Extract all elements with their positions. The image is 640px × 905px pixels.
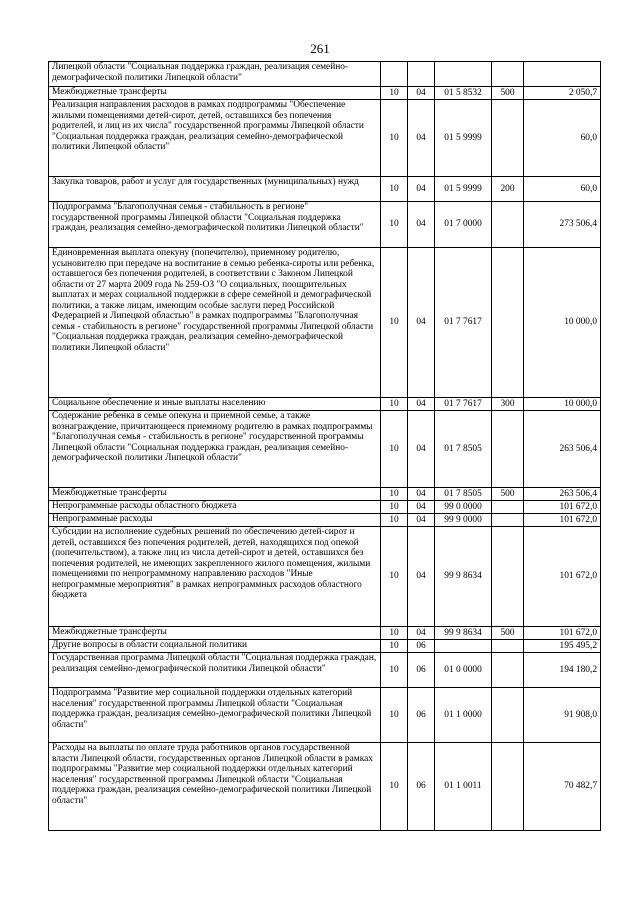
row-subsection: 04 — [408, 248, 435, 398]
row-amount: 70 482,7 — [524, 743, 601, 831]
table-row — [49, 688, 601, 743]
row-target-code: 01 5 8532 — [435, 87, 492, 100]
table-row — [49, 743, 601, 831]
row-subsection: 04 — [408, 514, 435, 527]
row-expense-type — [492, 514, 524, 527]
row-amount: 10 000,0 — [524, 398, 601, 411]
row-expense-type — [492, 688, 524, 743]
row-name: Субсидии на исполнение судебных решений по обеспечению детей-сирот и детей, оставшихся без попечения родителей, детей, находящихся под опекой (попечительством), а также лиц из числа детей-сирот и детей, оставшихся без попечения родителей, не имеющих закрепленного жилого помещения, жилыми помещениями по непрограммному направлению расходов "Иные непрограммные мероприятия" в рамках непрограммных расходов областного бюджета — [49, 527, 381, 627]
table-row — [49, 653, 601, 688]
row-subsection: 04 — [408, 87, 435, 100]
row-name: Непрограммные расходы областного бюджета — [49, 501, 381, 514]
row-subsection: 04 — [408, 202, 435, 248]
row-target-code: 99 9 8634 — [435, 527, 492, 627]
row-name: Другие вопросы в области социальной политики — [49, 640, 381, 653]
row-subsection: 04 — [408, 177, 435, 202]
row-amount: 273 506,4 — [524, 202, 601, 248]
row-name: Липецкой области "Социальная поддержка граждан, реализация семейно-демографической политики Липецкой области" — [49, 62, 381, 87]
row-section: 10 — [381, 627, 408, 640]
row-section: 10 — [381, 87, 408, 100]
row-target-code: 01 1 0011 — [435, 743, 492, 831]
row-name: Межбюджетные трансферты — [49, 627, 381, 640]
row-expense-type: 200 — [492, 177, 524, 202]
row-amount: 101 672,0 — [524, 514, 601, 527]
row-subsection — [408, 62, 435, 87]
row-expense-type — [492, 202, 524, 248]
row-name: Содержание ребенка в семье опекуна и приемной семье, а также вознаграждение, причитающееся приемному родителю в рамках подпрограммы "Благополучная семья - стабильность в регионе" государственной программы Липецкой области "Социальная поддержка граждан, реализация семейно-демографической политики Липецкой области" — [49, 411, 381, 488]
row-name: Непрограммные расходы — [49, 514, 381, 527]
row-subsection: 04 — [408, 501, 435, 514]
row-expense-type: 500 — [492, 87, 524, 100]
row-amount: 101 672,0 — [524, 627, 601, 640]
row-subsection: 04 — [408, 100, 435, 177]
row-section: 10 — [381, 653, 408, 688]
row-expense-type — [492, 62, 524, 87]
row-expense-type — [492, 248, 524, 398]
row-expense-type: 500 — [492, 488, 524, 501]
row-expense-type — [492, 743, 524, 831]
table-row — [49, 514, 601, 527]
row-section: 10 — [381, 398, 408, 411]
row-section: 10 — [381, 743, 408, 831]
row-target-code: 99 9 0000 — [435, 514, 492, 527]
row-expense-type — [492, 527, 524, 627]
row-amount: 263 506,4 — [524, 488, 601, 501]
table-row — [49, 527, 601, 627]
row-amount: 101 672,0 — [524, 501, 601, 514]
row-expense-type — [492, 501, 524, 514]
row-target-code: 01 5 9999 — [435, 100, 492, 177]
row-amount: 60,0 — [524, 177, 601, 202]
row-target-code: 01 7 8505 — [435, 488, 492, 501]
row-subsection: 06 — [408, 640, 435, 653]
row-section: 10 — [381, 177, 408, 202]
table-row — [49, 202, 601, 248]
row-amount: 2 050,7 — [524, 87, 601, 100]
row-name: Реализация направления расходов в рамках подпрограммы "Обеспечение жилыми помещениями детей-сирот, детей, оставшихся без попечения родителей, и лиц из их числа" государственной программы Липецкой области "Социальная поддержка граждан, реализация семейно-демографической политики Липецкой области" — [49, 100, 381, 177]
row-subsection: 06 — [408, 688, 435, 743]
row-subsection: 04 — [408, 398, 435, 411]
row-section: 10 — [381, 527, 408, 627]
row-target-code: 01 7 7617 — [435, 398, 492, 411]
row-expense-type — [492, 653, 524, 688]
row-name: Социальное обеспечение и иные выплаты населению — [49, 398, 381, 411]
row-target-code — [435, 640, 492, 653]
table-row — [49, 177, 601, 202]
row-amount: 91 908,0 — [524, 688, 601, 743]
row-name: Межбюджетные трансферты — [49, 488, 381, 501]
table-row — [49, 501, 601, 514]
row-target-code: 01 7 7617 — [435, 248, 492, 398]
row-section: 10 — [381, 514, 408, 527]
row-name: Подпрограмма "Благополучная семья - стабильность в регионе" государственной программы Липецкой области "Социальная поддержка граждан, реализация семейно-демографической политики Липецкой области" — [49, 202, 381, 248]
table-row — [49, 640, 601, 653]
row-subsection: 04 — [408, 627, 435, 640]
row-name: Государственная программа Липецкой области "Социальная поддержка граждан, реализация семейно-демографической политики Липецкой области" — [49, 653, 381, 688]
table-row — [49, 411, 601, 488]
row-amount: 263 506,4 — [524, 411, 601, 488]
row-expense-type — [492, 640, 524, 653]
row-section — [381, 62, 408, 87]
row-amount: 194 180,2 — [524, 653, 601, 688]
row-section: 10 — [381, 202, 408, 248]
row-subsection: 04 — [408, 411, 435, 488]
row-name: Единовременная выплата опекуну (попечителю), приемному родителю, усыновителю при передаче на воспитание в семью ребенка-сироты или ребенка, оставшегося без попечения родителей, в соответствии с Законом Липецкой области от 27 марта 2009 года № 259-ОЗ "О социальных, поощрительных выплатах и мерах социальной поддержки в сфере семейной и демографической политики, а также лицам, имеющим особые заслуги перед Российской Федерацией и Липецкой областью" в рамках подпрограммы "Благополучная семья - стабильность в регионе" государственной программы Липецкой области "Социальная поддержка граждан, реализация семейно-демографической политики Липецкой области" — [49, 248, 381, 398]
row-target-code — [435, 62, 492, 87]
row-name: Закупка товаров, работ и услуг для государственных (муниципальных) нужд — [49, 177, 381, 202]
row-amount: 60,0 — [524, 100, 601, 177]
row-expense-type: 300 — [492, 398, 524, 411]
row-target-code: 99 0 0000 — [435, 501, 492, 514]
row-subsection: 04 — [408, 527, 435, 627]
row-target-code: 01 1 0000 — [435, 688, 492, 743]
row-section: 10 — [381, 248, 408, 398]
row-section: 10 — [381, 411, 408, 488]
budget-table — [48, 61, 601, 831]
row-section: 10 — [381, 640, 408, 653]
row-name: Расходы на выплаты по оплате труда работников органов государственной власти Липецкой области, государственных органов Липецкой области в рамках подпрограммы "Развитие мер социальной поддержки отдельных категорий населения" государственной программы Липецкой области "Социальная поддержка граждан, реализация семейно-демографической политики Липецкой области" — [49, 743, 381, 831]
row-target-code: 01 7 0000 — [435, 202, 492, 248]
row-section: 10 — [381, 488, 408, 501]
row-subsection: 06 — [408, 653, 435, 688]
row-target-code: 01 0 0000 — [435, 653, 492, 688]
row-amount: 195 495,2 — [524, 640, 601, 653]
row-expense-type — [492, 411, 524, 488]
row-target-code: 99 9 8634 — [435, 627, 492, 640]
table-row — [49, 398, 601, 411]
row-section: 10 — [381, 688, 408, 743]
row-name: Межбюджетные трансферты — [49, 87, 381, 100]
table-row — [49, 248, 601, 398]
row-amount — [524, 62, 601, 87]
row-name: Подпрограмма "Развитие мер социальной поддержки отдельных категорий населения" государственной программы Липецкой области "Социальная поддержка граждан, реализация семейно-демографической политики Липецкой области" — [49, 688, 381, 743]
table-row — [49, 627, 601, 640]
table-row — [49, 100, 601, 177]
row-expense-type: 500 — [492, 627, 524, 640]
row-subsection: 06 — [408, 743, 435, 831]
table-row — [49, 488, 601, 501]
row-section: 10 — [381, 100, 408, 177]
table-row — [49, 87, 601, 100]
row-target-code: 01 7 8505 — [435, 411, 492, 488]
row-amount: 101 672,0 — [524, 527, 601, 627]
row-subsection: 04 — [408, 488, 435, 501]
row-section: 10 — [381, 501, 408, 514]
page-number: 261 — [310, 41, 330, 56]
row-target-code: 01 5 9999 — [435, 177, 492, 202]
table-row — [49, 62, 601, 87]
row-expense-type — [492, 100, 524, 177]
row-amount: 10 000,0 — [524, 248, 601, 398]
